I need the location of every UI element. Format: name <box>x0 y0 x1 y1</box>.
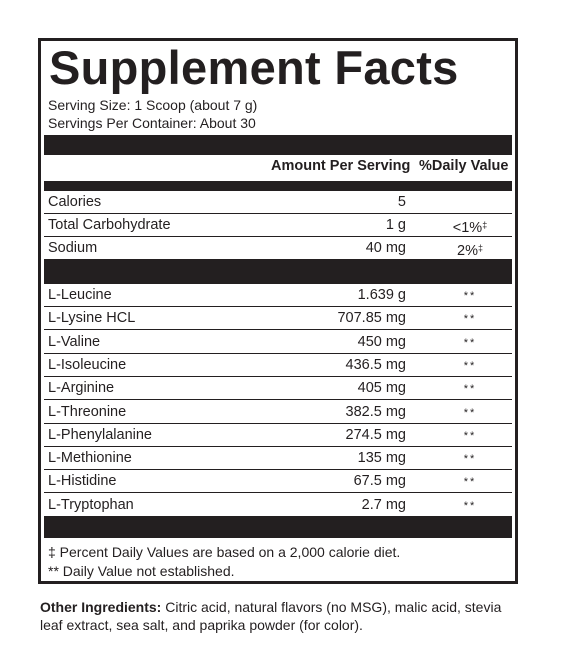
daily-value-header: %Daily Value <box>419 158 509 174</box>
daily-value-text: 2% <box>457 243 478 259</box>
footnote-not-established: ** Daily Value not established. <box>48 563 235 579</box>
other-ingredients <box>40 598 520 634</box>
nutrient-amount: 707.85 mg <box>337 310 406 327</box>
nutrient-row <box>44 401 512 423</box>
daily-value-text: ** <box>463 383 477 396</box>
nutrient-name: L-Isoleucine <box>48 356 127 373</box>
nutrient-amount: 67.5 mg <box>353 473 406 490</box>
daily-value-text: ** <box>463 290 477 302</box>
footnote-mark: ‡ <box>482 220 488 230</box>
daily-value <box>440 331 500 354</box>
thick-divider <box>44 260 512 284</box>
nutrient-row <box>44 494 512 516</box>
daily-value <box>440 214 500 239</box>
footnote-daily-value-basis: ‡ Percent Daily Values are based on a 2,000 calorie diet. <box>48 544 401 560</box>
nutrient-row <box>44 237 512 259</box>
nutrient-row <box>44 191 512 213</box>
nutrient-amount: 274.5 mg <box>345 426 406 443</box>
nutrient-amount: 2.7 mg <box>361 496 406 513</box>
nutrient-amount: 450 mg <box>357 333 406 350</box>
daily-value <box>440 354 500 377</box>
daily-value <box>440 447 500 470</box>
daily-value-text: ** <box>463 429 477 442</box>
daily-value-text: ** <box>463 406 477 419</box>
daily-value <box>440 470 500 493</box>
nutrient-row <box>44 354 512 376</box>
daily-value <box>440 307 500 330</box>
nutrient-name: L-Threonine <box>48 403 127 420</box>
daily-value-text: <1% <box>452 220 483 236</box>
nutrient-row <box>44 284 512 306</box>
serving-size: Serving Size: 1 Scoop (about 7 g) <box>48 97 258 113</box>
nutrient-amount: 5 <box>397 194 406 210</box>
nutrient-amount: 1.639 g <box>357 287 406 303</box>
nutrient-row <box>44 307 512 329</box>
nutrient-row <box>44 331 512 353</box>
nutrient-row <box>44 424 512 446</box>
daily-value-text: ** <box>463 499 477 512</box>
daily-value <box>440 424 500 447</box>
nutrient-row <box>44 377 512 399</box>
nutrient-row <box>44 470 512 492</box>
thick-divider <box>44 135 512 155</box>
supplement-facts-panel <box>38 38 518 584</box>
nutrient-name: Total Carbohydrate <box>48 217 171 233</box>
nutrient-name: L-Histidine <box>48 473 117 490</box>
daily-value-text: ** <box>463 313 477 326</box>
nutrient-row <box>44 447 512 469</box>
daily-value <box>440 494 500 517</box>
daily-value-text: ** <box>463 336 477 349</box>
nutrient-name: L-Lysine HCL <box>48 310 136 327</box>
amount-per-serving-header: Amount Per Serving <box>271 158 411 174</box>
daily-value-text: ** <box>463 476 477 489</box>
panel-title: Supplement Facts <box>49 41 459 94</box>
other-ingredients-label: Other Ingredients: <box>40 599 162 615</box>
nutrient-name: L-Phenylalanine <box>48 426 152 443</box>
daily-value-text: ** <box>463 453 477 466</box>
thick-divider <box>44 517 512 538</box>
nutrient-name: L-Valine <box>48 333 101 350</box>
servings-per-container: Servings Per Container: About 30 <box>48 115 256 131</box>
nutrient-name: L-Methionine <box>48 450 132 467</box>
nutrient-name: L-Arginine <box>48 380 115 397</box>
nutrient-name: L-Leucine <box>48 287 112 303</box>
nutrient-amount: 1 g <box>385 217 406 233</box>
daily-value <box>440 401 500 424</box>
nutrient-row <box>44 214 512 236</box>
nutrient-amount: 135 mg <box>357 450 406 467</box>
nutrient-amount: 436.5 mg <box>345 356 406 373</box>
thick-divider <box>44 181 512 191</box>
daily-value-text: ** <box>463 359 477 372</box>
nutrient-name: Calories <box>48 194 102 210</box>
other-ingredients-text: Citric acid, natural flavors (no MSG), malic acid, stevia leaf extract, sea salt, and paprika powder (for color). <box>40 599 502 633</box>
nutrient-amount: 382.5 mg <box>345 403 406 420</box>
footnote-mark: ‡ <box>477 243 483 253</box>
nutrient-name: Sodium <box>48 240 98 256</box>
daily-value <box>440 237 500 262</box>
nutrient-name: L-Tryptophan <box>48 496 134 513</box>
daily-value <box>440 284 500 307</box>
nutrient-amount: 405 mg <box>357 380 406 397</box>
nutrient-amount: 40 mg <box>365 240 406 256</box>
daily-value <box>440 377 500 400</box>
